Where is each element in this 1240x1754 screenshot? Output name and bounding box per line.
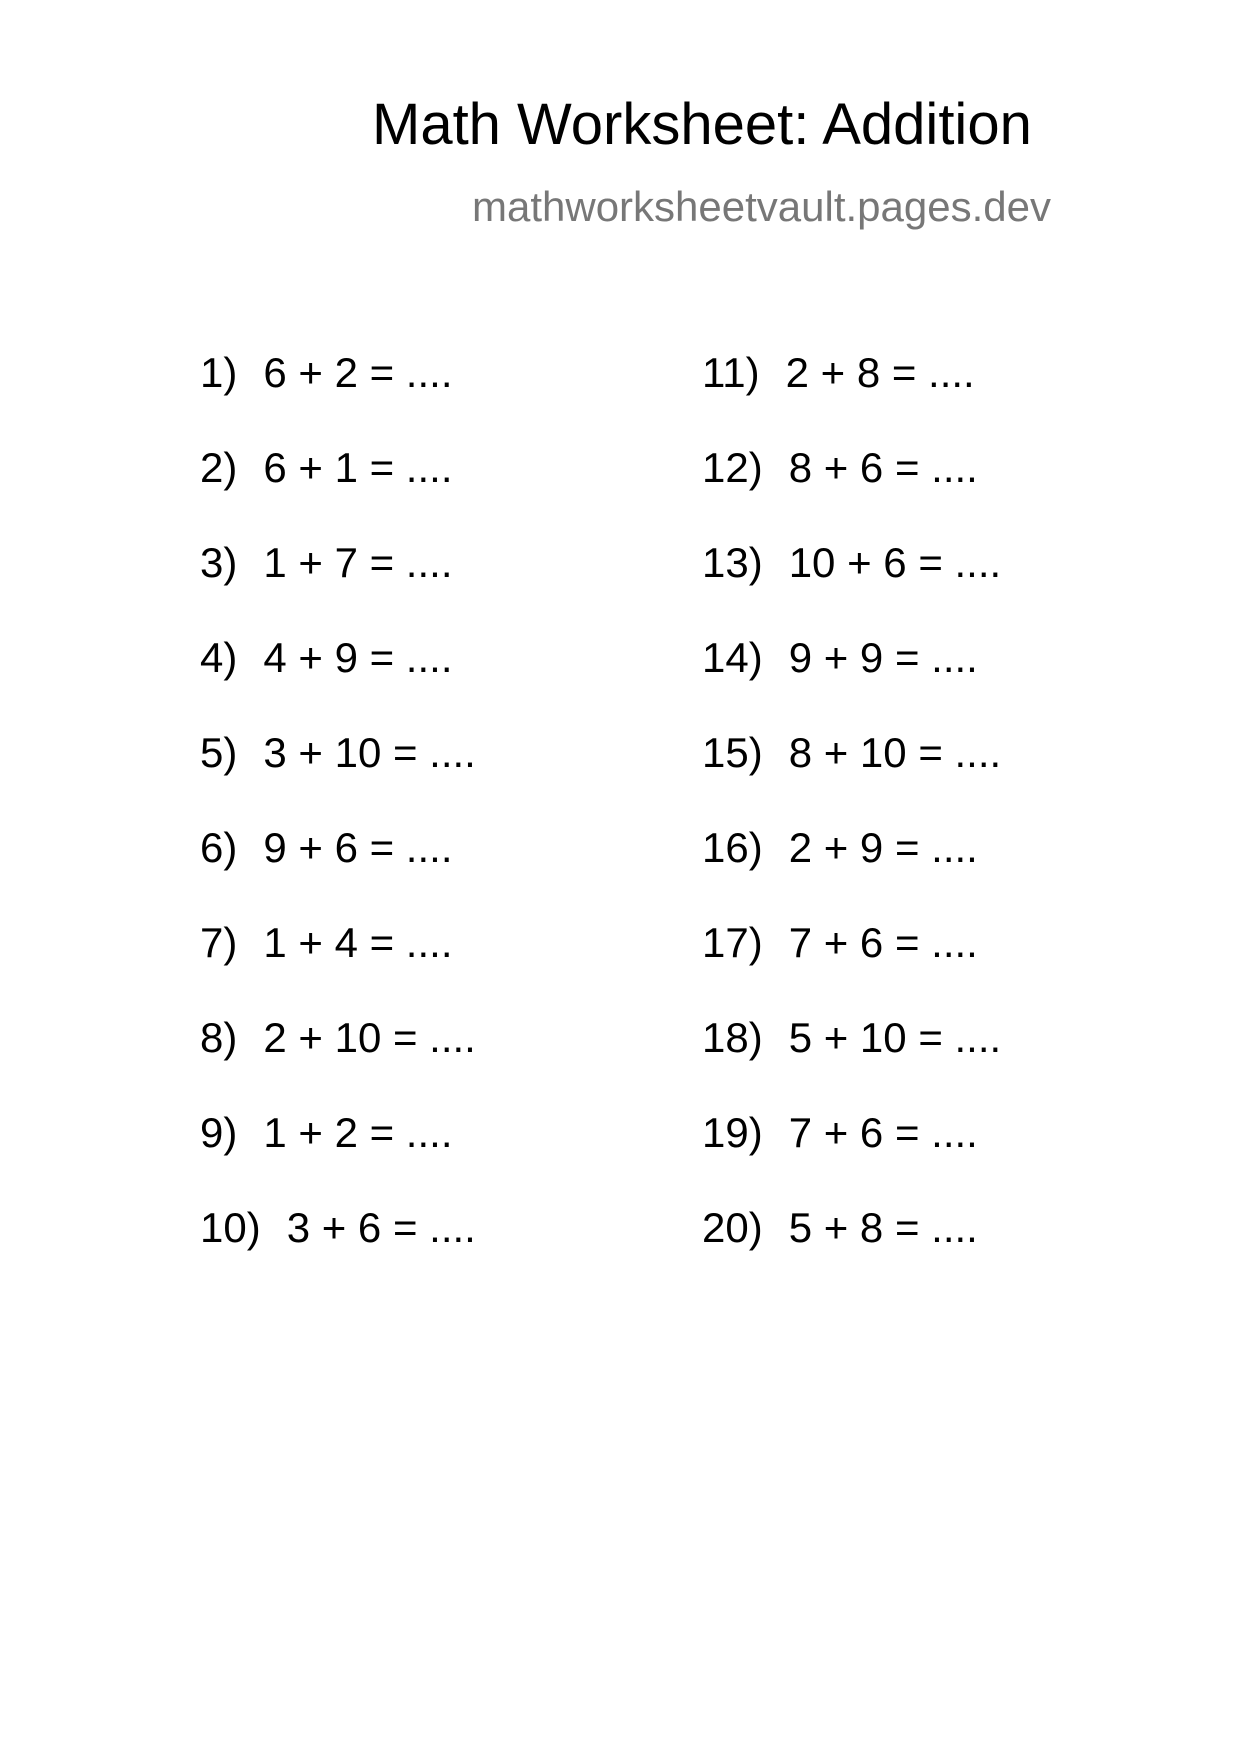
problem-item [702, 1014, 1002, 1112]
problem-item [702, 919, 1001, 1017]
problem-expression: 2 + 10 = .... [263, 1014, 476, 1061]
problem-expression: 2 + 9 = .... [788, 824, 978, 871]
problem-number: 5) [200, 729, 238, 776]
source-url: mathworksheetvault.pages.dev [472, 183, 1051, 230]
problem-expression: 5 + 8 = .... [788, 1204, 978, 1251]
problem-expression: 7 + 6 = .... [788, 1109, 978, 1156]
problem-expression: 1 + 4 = .... [263, 919, 453, 966]
problem-number: 11) [702, 349, 760, 396]
problem-number: 12) [702, 444, 763, 491]
problem-item [200, 634, 476, 732]
problem-item [702, 824, 1001, 922]
problem-number: 9) [200, 1109, 238, 1156]
problem-number: 13) [702, 539, 763, 586]
problem-expression: 3 + 6 = .... [286, 1204, 476, 1251]
problem-number: 16) [702, 824, 763, 871]
problem-expression: 9 + 6 = .... [263, 824, 453, 871]
problem-item [702, 1204, 1001, 1302]
problem-item [200, 824, 476, 922]
problem-column-right [702, 349, 1002, 1302]
problem-number: 15) [702, 729, 763, 776]
problem-expression: 5 + 10 = .... [788, 1014, 1002, 1061]
problem-number: 7) [200, 919, 238, 966]
worksheet-title: Math Worksheet: Addition [372, 92, 1032, 157]
problem-number: 14) [702, 634, 763, 681]
problem-item [702, 729, 1002, 827]
problem-expression: 8 + 10 = .... [788, 729, 1002, 776]
problem-number: 1) [200, 349, 238, 396]
problem-number: 3) [200, 539, 238, 586]
problem-expression: 3 + 10 = .... [263, 729, 476, 776]
problem-number: 17) [702, 919, 763, 966]
problem-item [702, 539, 1002, 637]
problem-expression: 6 + 2 = .... [263, 349, 453, 396]
problem-item [200, 444, 476, 542]
problem-number: 19) [702, 1109, 763, 1156]
problem-number: 10) [200, 1204, 261, 1251]
problem-expression: 9 + 9 = .... [788, 634, 978, 681]
problem-item [200, 539, 476, 637]
problem-number: 4) [200, 634, 238, 681]
problem-column-left [200, 349, 476, 1302]
problem-expression: 4 + 9 = .... [263, 634, 453, 681]
problem-number: 8) [200, 1014, 238, 1061]
problem-expression: 1 + 7 = .... [263, 539, 453, 586]
problem-expression: 1 + 2 = .... [263, 1109, 453, 1156]
problem-item [200, 729, 476, 827]
problem-expression: 10 + 6 = .... [788, 539, 1002, 586]
problem-expression: 7 + 6 = .... [788, 919, 978, 966]
problem-item [200, 1204, 476, 1302]
problem-number: 20) [702, 1204, 763, 1251]
problem-expression: 8 + 6 = .... [788, 444, 978, 491]
problem-item [702, 349, 1001, 447]
problem-item [702, 444, 1001, 542]
problem-expression: 6 + 1 = .... [263, 444, 453, 491]
problem-number: 18) [702, 1014, 763, 1061]
problem-item [200, 1014, 476, 1112]
problem-item [200, 919, 476, 1017]
problem-item [702, 1109, 1001, 1207]
problem-item [200, 349, 476, 447]
problem-expression: 2 + 8 = .... [785, 349, 975, 396]
problem-item [702, 634, 1001, 732]
problem-number: 2) [200, 444, 238, 491]
problem-number: 6) [200, 824, 238, 871]
problem-item [200, 1109, 476, 1207]
